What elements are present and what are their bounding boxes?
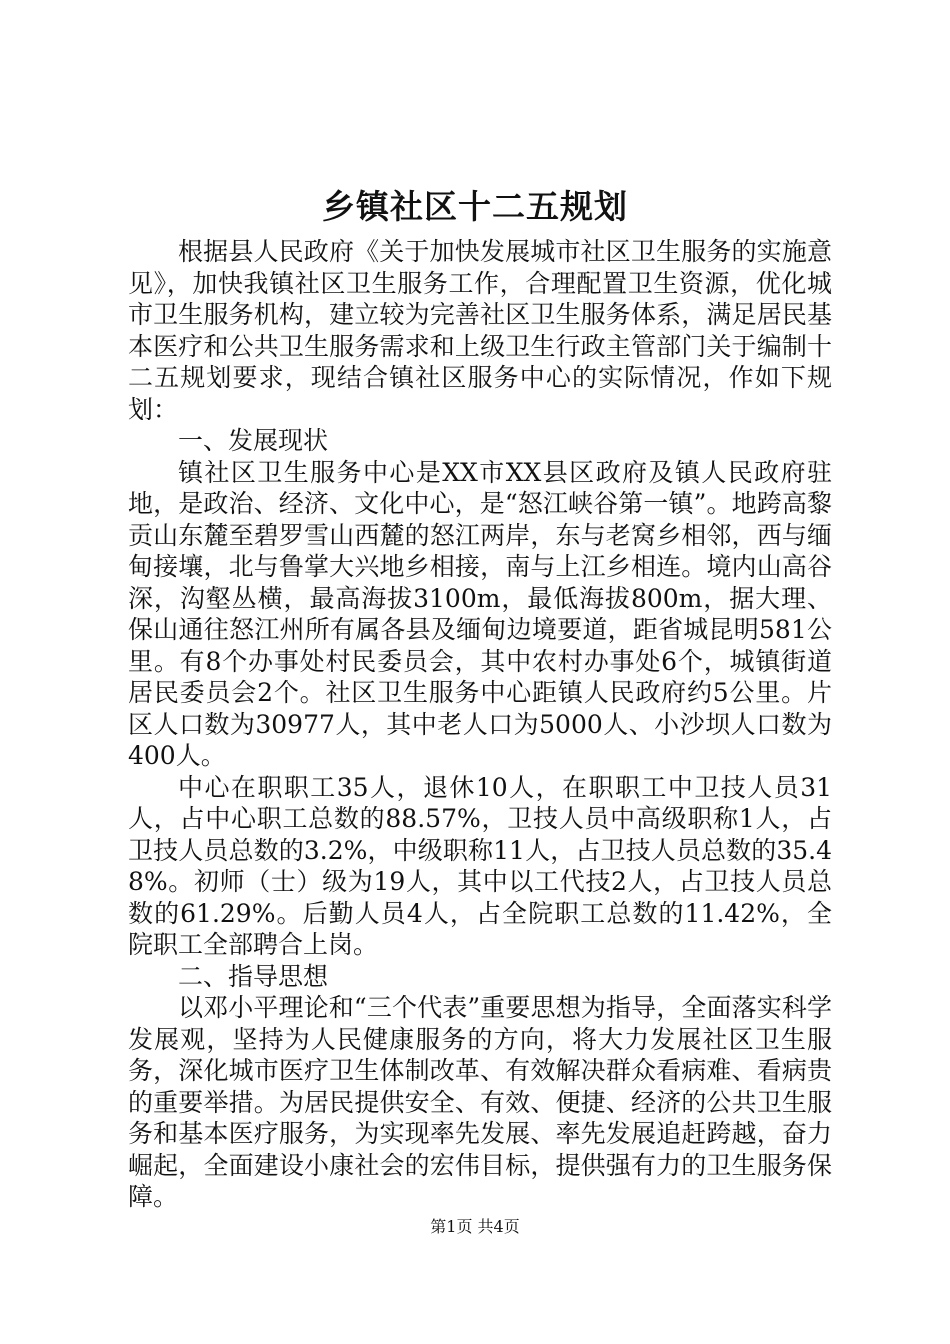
document-title: 乡镇社区十二五规划 xyxy=(322,187,628,226)
status-paragraph: 镇社区卫生服务中心是XX市XX县区政府及镇人民政府驻地，是政治、经济、文化中心，是“怒江峡谷第一镇”。地跨高黎贡山东麓至碧罗雪山西麓的怒江两岸，东与老窝乡相邻，西与缅甸接壤，北与鲁掌大兴地乡相接，南与上江乡相连。境内山高谷深，沟壑丛横，最高海拔3100m，最低海拔800m，据大理、保山通往怒江州所有属各县及缅甸边境要道，距省城昆明581公里。有8个办事处村民委员会，其中农村办事处6个，城镇街道居民委员会2个。社区卫生服务中心距镇人民政府约5公里。片区人口数为30977人，其中老人口为5000人、小沙坝人口数为400人。 xyxy=(128,457,832,770)
section-heading-development-status: 一、发展现状 xyxy=(178,426,329,455)
page-number-footer: 第1页 共4页 xyxy=(430,1217,520,1236)
ideology-paragraph: 以邓小平理论和“三个代表”重要思想为指导，全面落实科学发展观，坚持为人民健康服务的方向，将大力发展社区卫生服务，深化城市医疗卫生体制改革、有效解决群众看病难、看病贵的重要举措。为居民提供安全、有效、便捷、经济的公共卫生服务和基本医疗服务，为实现率先发展、率先发展追赶跨越，奋力崛起，全面建设小康社会的宏伟目标，提供强有力的卫生服务保障。 xyxy=(128,993,832,1211)
section-heading-guiding-ideology: 二、指导思想 xyxy=(178,961,329,991)
document-body xyxy=(128,236,832,1213)
intro-paragraph: 根据县人民政府《关于加快发展城市社区卫生服务的实施意见》，加快我镇社区卫生服务工作，合理配置卫生资源，优化城市卫生服务机构，建立较为完善社区卫生服务体系，满足居民基本医疗和公共卫生服务需求和上级卫生行政主管部门关于编制十二五规划要求，现结合镇社区服务中心的实际情况，作如下规划： xyxy=(128,237,832,424)
staff-paragraph: 中心在职职工35人，退休10人，在职职工中卫技人员31人，占中心职工总数的88.57%，卫技人员中高级职称1人，占卫技人员总数的3.2%，中级职称11人，占卫技人员总数的35.48%。初师（士）级为19人，其中以工代技2人，占卫技人员总数的61.29%。后勤人员4人，占全院职工总数的11.42%，全院职工全部聘合上岗。 xyxy=(128,772,832,959)
